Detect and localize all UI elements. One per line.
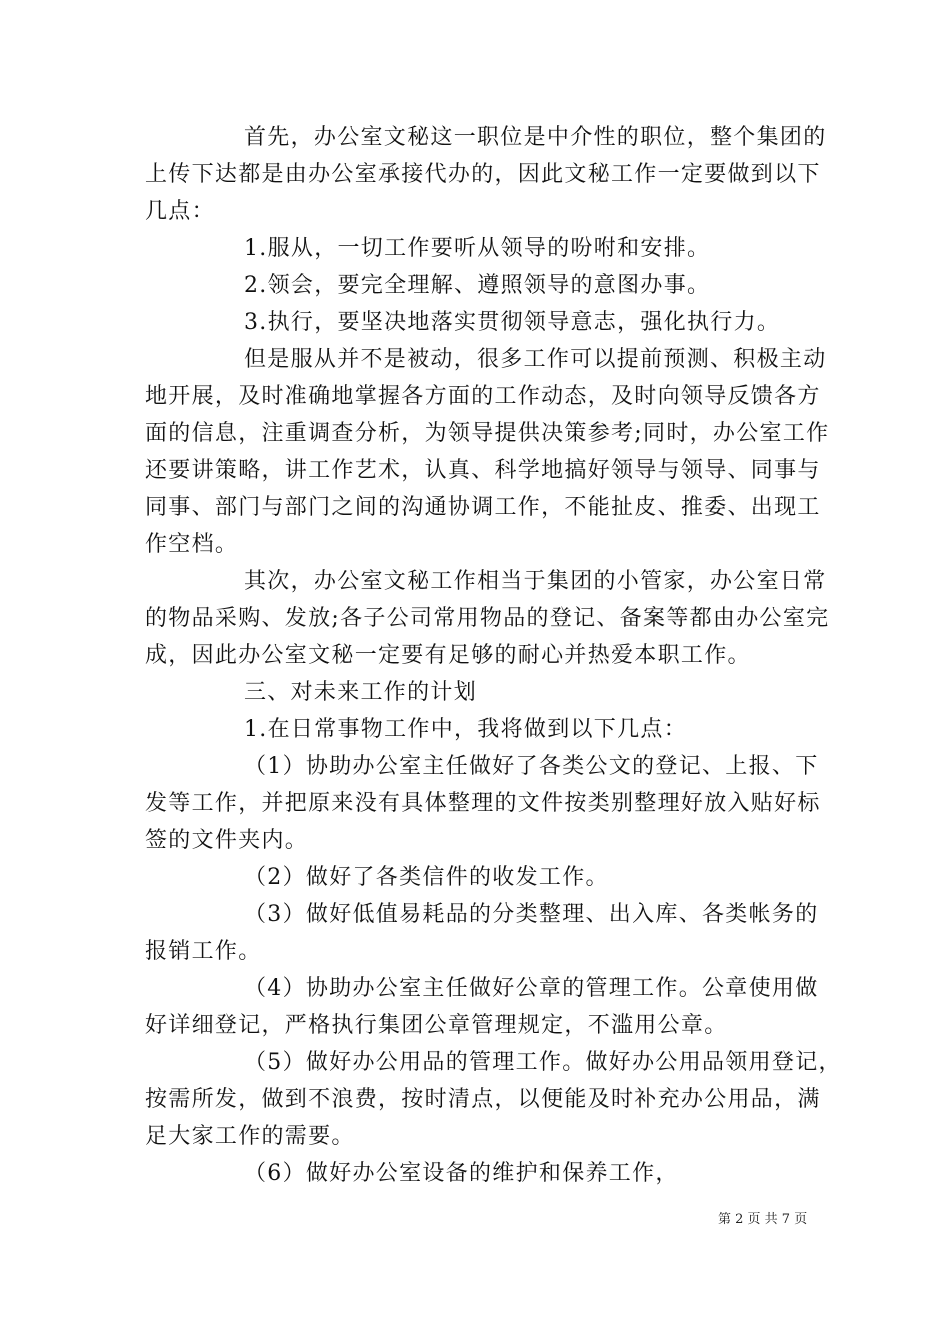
paragraph-line: 的物品采购、发放;各子公司常用物品的登记、备案等都由办公室完	[145, 606, 830, 631]
paragraph-line: 上传下达都是由办公室承接代办的，因此文秘工作一定要做到以下	[145, 162, 821, 187]
paragraph-line: 发等工作，并把原来没有具体整理的文件按类别整理好放入贴好标	[145, 791, 821, 816]
paragraph-line: 但是服从并不是被动，很多工作可以提前预测、积极主动	[244, 347, 827, 372]
paragraph-line: 作空档。	[145, 532, 239, 557]
list-item: （1）协助办公室主任做好了各类公文的登记、上报、下	[244, 754, 819, 779]
paragraph-line: 地开展，及时准确地掌握各方面的工作动态，及时向领导反馈各方	[145, 384, 821, 409]
list-item: （3）做好低值易耗品的分类整理、出入库、各类帐务的	[244, 902, 819, 927]
paragraph-line: 面的信息，注重调查分析，为领导提供决策参考;同时，办公室工作	[145, 421, 830, 446]
list-item: （4）协助办公室主任做好公章的管理工作。公章使用做	[244, 976, 819, 1001]
list-item: 3.执行，要坚决地落实贯彻领导意志，强化执行力。	[244, 310, 781, 335]
list-item: （2）做好了各类信件的收发工作。	[244, 865, 609, 890]
paragraph-line: 还要讲策略，讲工作艺术，认真、科学地搞好领导与领导、同事与	[145, 458, 821, 483]
section-heading: 三、对未来工作的计划	[244, 680, 478, 705]
paragraph-line: 报销工作。	[145, 939, 262, 964]
paragraph-line: 按需所发，做到不浪费，按时清点，以便能及时补充办公用品，满	[145, 1087, 821, 1112]
list-item: （6）做好办公室设备的维护和保养工作，	[244, 1161, 679, 1186]
paragraph-line: 足大家工作的需要。	[145, 1124, 355, 1149]
list-item: 1.服从，一切工作要听从领导的吩咐和安排。	[244, 236, 711, 261]
paragraph-line: 签的文件夹内。	[145, 828, 309, 853]
list-item: 1.在日常事物工作中，我将做到以下几点：	[244, 717, 687, 742]
paragraph-line: 好详细登记，严格执行集团公章管理规定，不滥用公章。	[145, 1013, 728, 1038]
paragraph-line: 几点：	[145, 199, 215, 224]
list-item: 2.领会，要完全理解、遵照领导的意图办事。	[244, 273, 711, 298]
paragraph-line: 同事、部门与部门之间的沟通协调工作，不能扯皮、推委、出现工	[145, 495, 821, 520]
paragraph-line: 成，因此办公室文秘一定要有足够的耐心并热爱本职工作。	[145, 643, 751, 668]
page-footer: 第 2 页 共 7 页	[718, 1212, 808, 1227]
list-item: （5）做好办公用品的管理工作。做好办公用品领用登记，	[244, 1050, 842, 1075]
paragraph-line: 其次，办公室文秘工作相当于集团的小管家，办公室日常	[244, 569, 827, 594]
paragraph-line: 首先，办公室文秘这一职位是中介性的职位，整个集团的	[244, 125, 827, 150]
